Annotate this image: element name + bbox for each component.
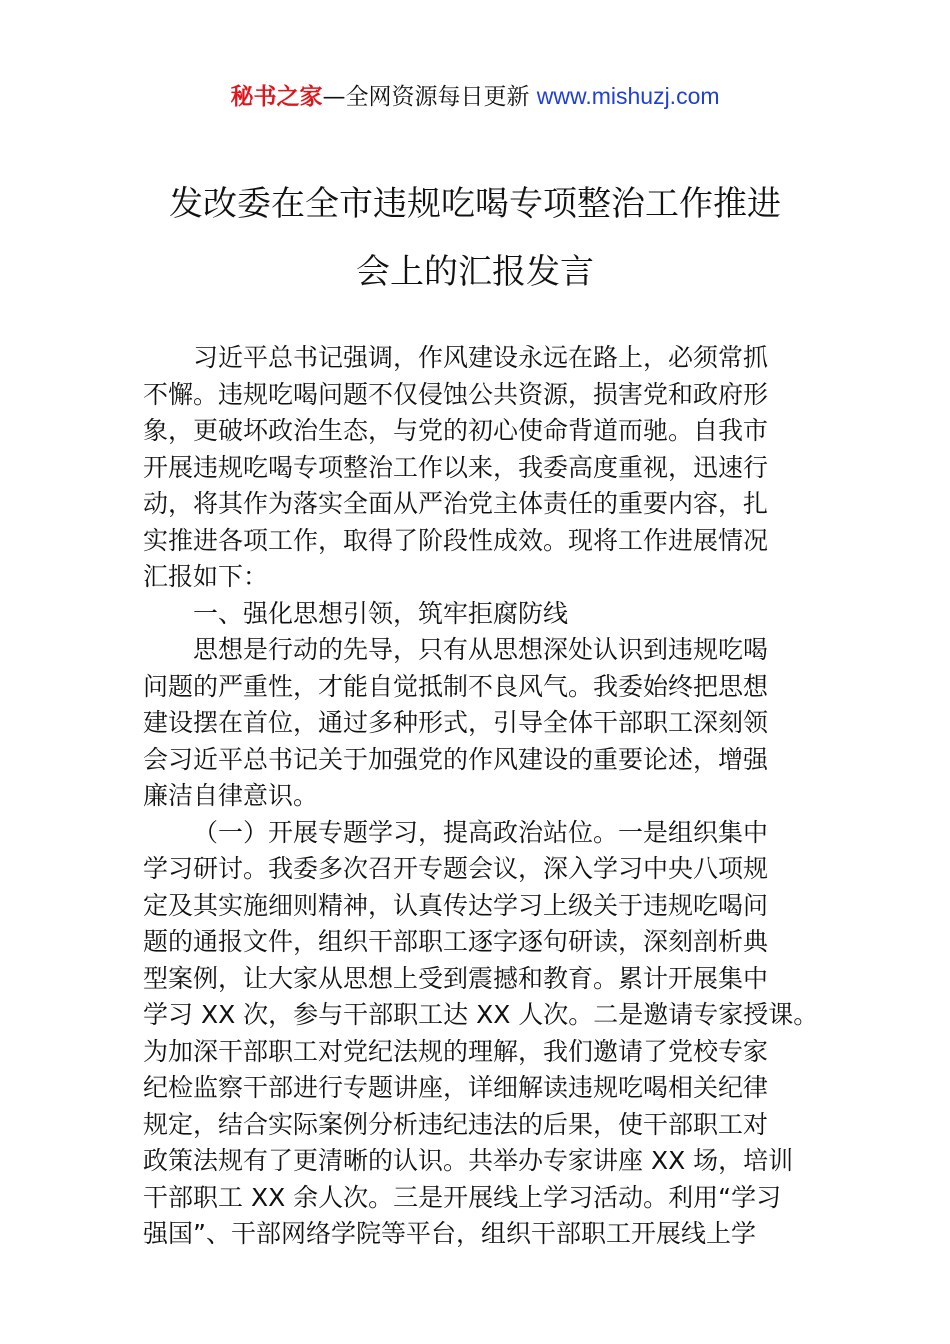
body-line: 动，将其作为落实全面从严治党主体责任的重要内容，扎 [143, 489, 769, 518]
body-line: 习近平总书记强调，作风建设永远在路上，必须常抓 [193, 343, 769, 372]
body-line: 象，更破坏政治生态，与党的初心使命背道而驰。自我市 [143, 416, 769, 445]
site-header [0, 80, 950, 113]
body-line: （一）开展专题学习，提高政治站位。一是组织集中 [193, 817, 769, 847]
body-line: 不懈。违规吃喝问题不仅侵蚀公共资源，损害党和政府形 [143, 379, 769, 409]
document-body [143, 340, 823, 1253]
body-line: 廉洁自律意识。 [143, 781, 319, 810]
body-line: 纪检监察干部进行专题讲座，详细解读违规吃喝相关纪律 [143, 1073, 769, 1102]
body-line: 题的通报文件，组织干部职工逐字逐句研读，深刻剖析典 [143, 927, 769, 956]
site-url-link[interactable]: www.mishuzj.com [536, 83, 720, 109]
body-line: 型案例，让大家从思想上受到震撼和教育。累计开展集中 [143, 963, 769, 993]
body-line: 学习 XX 次，参与干部职工达 XX 人次。二是邀请专家授课。 [143, 1000, 819, 1029]
section-heading: 一、强化思想引领，筑牢拒腐防线 [193, 598, 569, 628]
body-line: 思想是行动的先导，只有从思想深处认识到违规吃喝 [193, 635, 769, 664]
body-line: 问题的严重性，才能自觉抵制不良风气。我委始终把思想 [143, 671, 769, 701]
body-line: 学习研讨。我委多次召开专题会议，深入学习中央八项规 [143, 854, 769, 883]
body-line: 定及其实施细则精神，认真传达学习上级关于违规吃喝问 [143, 890, 769, 920]
site-tagline: —全网资源每日更新 [322, 84, 537, 110]
body-line: 开展违规吃喝专项整治工作以来，我委高度重视，迅速行 [143, 452, 769, 482]
body-line: 会习近平总书记关于加强党的作风建设的重要论述，增强 [143, 744, 769, 774]
body-line: 政策法规有了更清晰的认识。共举办专家讲座 XX 场，培训 [143, 1146, 794, 1175]
document-title-line-1: 发改委在全市违规吃喝专项整治工作推进 [169, 184, 781, 224]
site-brand: 秘书之家 [230, 84, 323, 110]
body-line: 汇报如下： [143, 562, 269, 591]
body-line: 为加深干部职工对党纪法规的理解，我们邀请了党校专家 [143, 1036, 769, 1066]
document-title-line-2: 会上的汇报发言 [356, 252, 594, 292]
body-line: 规定，结合实际案例分析违纪违法的后果，使干部职工对 [143, 1109, 769, 1139]
body-line: 实推进各项工作，取得了阶段性成效。现将工作进展情况 [143, 525, 769, 555]
body-line: 强国”、干部网络学院等平台，组织干部职工开展线上学 [143, 1219, 756, 1248]
body-line: 干部职工 XX 余人次。三是开展线上学习活动。利用“学习 [143, 1182, 782, 1212]
body-line: 建设摆在首位，通过多种形式，引导全体干部职工深刻领 [143, 708, 769, 737]
